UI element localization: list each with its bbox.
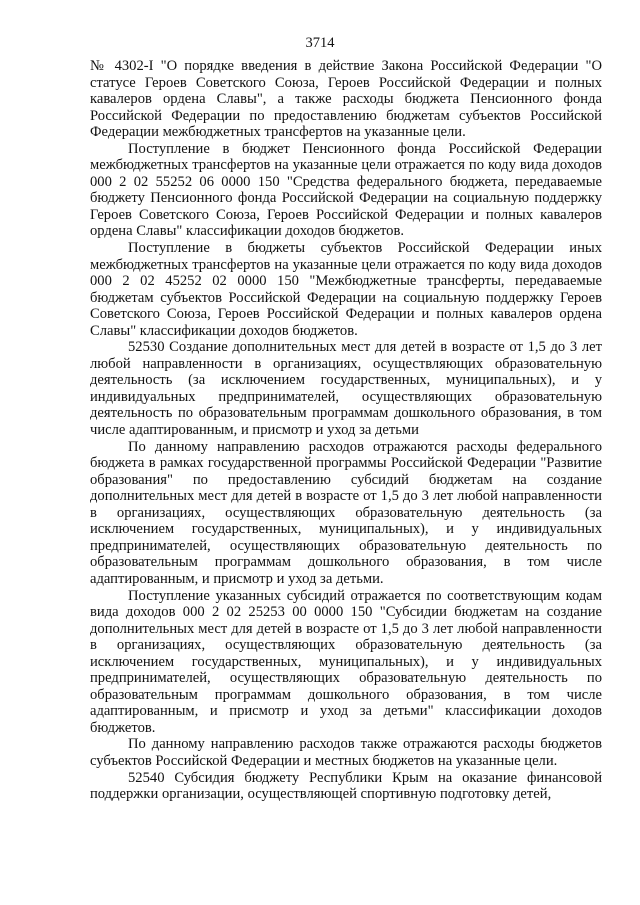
document-body [90,58,602,803]
paragraph: № 4302-I "О порядке введения в действие Закона Российской Федерации "О статусе Героев Советского Союза, Героев Российской Федерации и полных кавалеров ордена Славы", а также расходы бюджета Пенсионного фонда Российской Федерации по предоставлению бюджетам субъектов Российской Федерации межбюджетных трансфертов на указанные цели. [90,58,602,141]
paragraph: По данному направлению расходов также отражаются расходы бюджетов субъектов Российской Федерации и местных бюджетов на указанные цели. [90,736,602,769]
page-number: 3714 [305,35,335,51]
paragraph-section-52540: 52540 Субсидия бюджету Республики Крым на оказание финансовой поддержки организации, осуществляющей спортивную подготовку детей, [90,769,602,803]
paragraph: Поступление в бюджеты субъектов Российской Федерации иных межбюджетных трансфертов на указанные цели отражается по коду вида доходов 000 2 02 45252 02 0000 150 "Межбюджетные трансферты, передаваемые бюджетам субъектов Российской Федерации на социальную поддержку Героев Советского Союза, Героев Российской Федерации и полных кавалеров ордена Славы" классификации доходов бюджетов. [90,240,602,339]
paragraph: Поступление указанных субсидий отражается по соответствующим кодам вида доходов 000 2 02 25253 00 0000 150 "Субсидии бюджетам на создание дополнительных мест для детей в возрасте от 1,5 до 3 лет любой направленности в организациях, осуществляющих образовательную деятельность (за исключением государственных, муниципальных), и у индивидуальных предпринимателей, осуществляющих образовательную деятельность по образовательным программам дошкольного образования, в том числе адаптированным, и присмотр и уход за детьми" классификации доходов бюджетов. [90,587,602,736]
paragraph-section-52530: 52530 Создание дополнительных мест для детей в возрасте от 1,5 до 3 лет любой направленности в организациях, осуществляющих образовательную деятельность (за исключением государственных, муниципальных), и у индивидуальных предпринимателей, осуществляющих образовательную деятельность по образовательным программам дошкольного образования, в том числе адаптированным, и присмотр и уход за детьми [90,339,602,439]
paragraph: Поступление в бюджет Пенсионного фонда Российской Федерации межбюджетных трансфертов на указанные цели отражается по коду вида доходов 000 2 02 55252 06 0000 150 "Средства федерального бюджета, передаваемые бюджету Пенсионного фонда Российской Федерации на социальную поддержку Героев Советского Союза, Героев Российской Федерации и полных кавалеров ордена Славы" классификации доходов бюджетов. [90,140,602,240]
paragraph: По данному направлению расходов отражаются расходы федерального бюджета в рамках государственной программы Российской Федерации "Развитие образования" по предоставлению субсидий бюджетам на создание дополнительных мест для детей в возрасте от 1,5 до 3 лет любой направленности в организациях, осуществляющих образовательную деятельность (за исключением государственных, муниципальных), и у индивидуальных предпринимателей, осуществляющих образовательную деятельность по образовательным программам дошкольного образования, в том числе адаптированным, и присмотр и уход за детьми. [90,438,602,587]
